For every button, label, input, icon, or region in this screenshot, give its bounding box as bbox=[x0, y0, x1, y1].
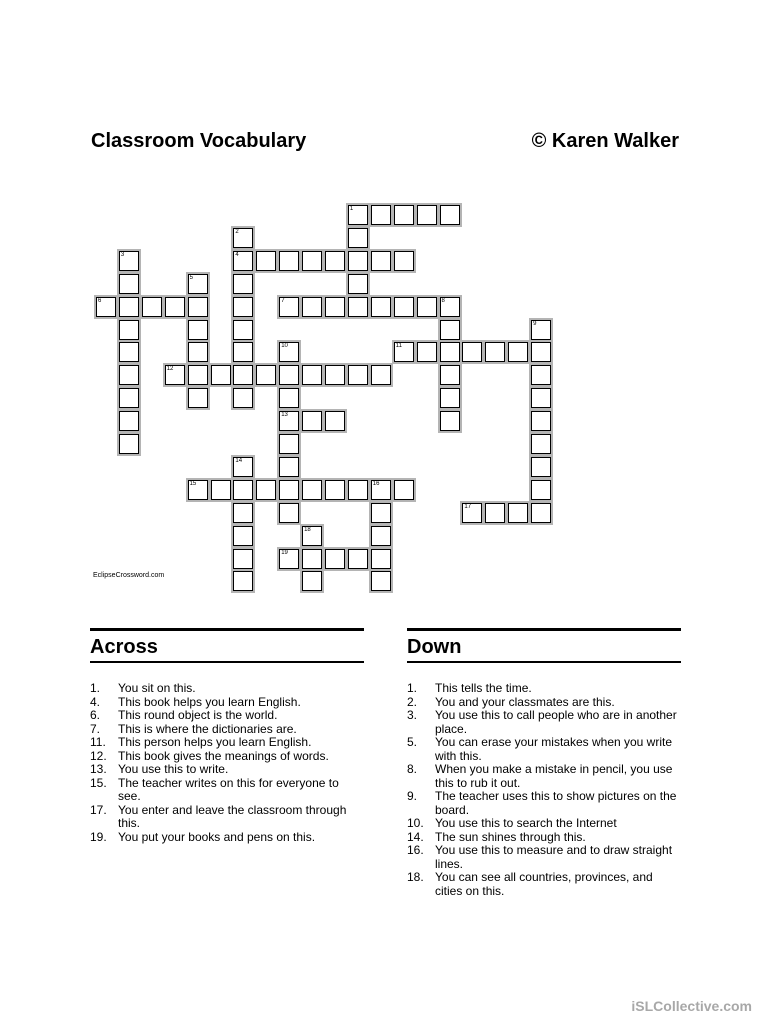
clue-number: 5. bbox=[407, 735, 418, 749]
crossword-cell[interactable] bbox=[440, 297, 460, 317]
crossword-cell[interactable] bbox=[256, 251, 276, 271]
cell-clue-number: 19 bbox=[281, 549, 288, 556]
clue-number: 2. bbox=[407, 694, 418, 709]
crossword-cell[interactable] bbox=[531, 480, 551, 500]
clue-number: 13. bbox=[90, 762, 107, 776]
crossword-cell[interactable] bbox=[279, 480, 299, 500]
crossword-cell[interactable] bbox=[233, 503, 253, 523]
down-clue bbox=[407, 696, 681, 710]
crossword-cell[interactable] bbox=[233, 480, 253, 500]
site-watermark: iSLCollective.com bbox=[631, 998, 752, 1014]
clue-text: You use this to measure and to draw straight lines. bbox=[435, 843, 673, 871]
crossword-cell[interactable] bbox=[417, 342, 437, 362]
crossword-cell[interactable] bbox=[348, 205, 368, 225]
cell-clue-number: 15 bbox=[189, 480, 197, 487]
crossword-cell[interactable] bbox=[302, 526, 322, 546]
crossword-cell[interactable] bbox=[233, 274, 253, 294]
crossword-cell[interactable] bbox=[531, 320, 551, 340]
crossword-cell[interactable] bbox=[371, 251, 391, 271]
crossword-cell[interactable] bbox=[417, 297, 437, 317]
crossword-cell[interactable] bbox=[440, 388, 460, 408]
worksheet-title: Classroom Vocabulary bbox=[91, 130, 307, 152]
crossword-cell[interactable] bbox=[233, 320, 253, 340]
clue-text: You can see all countries, provinces, and cities on this. bbox=[435, 870, 653, 898]
across-clue bbox=[90, 777, 364, 804]
cell-clue-number: 17 bbox=[464, 503, 472, 510]
crossword-cell[interactable] bbox=[302, 365, 322, 385]
crossword-cell[interactable] bbox=[348, 365, 368, 385]
down-clue bbox=[407, 871, 681, 898]
crossword-cell[interactable] bbox=[119, 388, 139, 408]
cell-clue-number: 1 bbox=[349, 206, 354, 212]
crossword-cell[interactable] bbox=[188, 320, 208, 340]
clue-text: You use this to write. bbox=[118, 762, 229, 776]
clue-number: 8. bbox=[407, 762, 418, 776]
crossword-cell[interactable] bbox=[440, 365, 460, 385]
crossword-cell[interactable] bbox=[233, 251, 253, 271]
across-clue-list bbox=[90, 663, 364, 844]
author-credit: © Karen Walker bbox=[531, 130, 679, 152]
crossword-cell[interactable] bbox=[302, 571, 322, 591]
crossword-cell[interactable] bbox=[119, 434, 139, 454]
crossword-cell[interactable] bbox=[325, 549, 345, 569]
clue-number: 14. bbox=[407, 829, 424, 844]
crossword-cell[interactable] bbox=[371, 549, 391, 569]
crossword-cell[interactable] bbox=[531, 434, 551, 454]
crossword-cell[interactable] bbox=[279, 251, 299, 271]
crossword-cell[interactable] bbox=[462, 342, 482, 362]
crossword-cell[interactable] bbox=[279, 503, 299, 523]
clue-number: 18. bbox=[407, 870, 424, 884]
clue-text: The sun shines through this. bbox=[435, 829, 586, 844]
crossword-cell[interactable] bbox=[531, 365, 551, 385]
crossword-cell[interactable] bbox=[119, 274, 139, 294]
crossword-cell[interactable] bbox=[233, 549, 253, 569]
crossword-cell[interactable] bbox=[119, 365, 139, 385]
across-clue bbox=[90, 804, 364, 831]
across-clue bbox=[90, 831, 364, 845]
crossword-cell[interactable] bbox=[371, 480, 391, 500]
crossword-cell[interactable] bbox=[279, 388, 299, 408]
clue-text: This book helps you learn English. bbox=[118, 694, 301, 709]
crossword-cell[interactable] bbox=[233, 297, 253, 317]
clue-text: This round object is the world. bbox=[118, 708, 278, 722]
down-clue bbox=[407, 763, 681, 790]
crossword-cell[interactable] bbox=[394, 251, 414, 271]
crossword-cell[interactable] bbox=[348, 297, 368, 317]
clue-number: 3. bbox=[407, 708, 418, 722]
across-clue bbox=[90, 736, 364, 750]
clue-number: 16. bbox=[407, 843, 424, 857]
down-clue bbox=[407, 709, 681, 736]
crossword-cell[interactable] bbox=[188, 342, 208, 362]
crossword-cell[interactable] bbox=[325, 251, 345, 271]
crossword-cell[interactable] bbox=[531, 457, 551, 477]
crossword-cell[interactable] bbox=[371, 526, 391, 546]
crossword-cell[interactable] bbox=[188, 388, 208, 408]
crossword-cell[interactable] bbox=[233, 365, 253, 385]
crossword-cell[interactable] bbox=[233, 526, 253, 546]
across-heading: Across bbox=[90, 636, 158, 658]
crossword-cell[interactable] bbox=[165, 365, 185, 385]
generator-credit: EclipseCrossword.com bbox=[93, 572, 165, 579]
down-clue bbox=[407, 682, 681, 696]
cell-clue-number: 13 bbox=[281, 412, 288, 419]
down-clue bbox=[407, 817, 681, 831]
crossword-cell[interactable] bbox=[279, 342, 299, 362]
crossword-cell[interactable] bbox=[119, 297, 139, 317]
crossword-cell[interactable] bbox=[188, 365, 208, 385]
down-clue-list bbox=[407, 663, 681, 898]
clue-text: This is where the dictionaries are. bbox=[118, 721, 297, 736]
down-clue bbox=[407, 844, 681, 871]
down-clues-section bbox=[407, 628, 681, 898]
clue-number: 10. bbox=[407, 816, 424, 830]
crossword-cell[interactable] bbox=[440, 411, 460, 431]
clue-text: You sit on this. bbox=[118, 681, 196, 695]
clue-number: 1. bbox=[407, 681, 418, 695]
crossword-cell[interactable] bbox=[302, 480, 322, 500]
clue-number: 9. bbox=[407, 789, 418, 803]
down-clue bbox=[407, 736, 681, 763]
crossword-cell[interactable] bbox=[485, 503, 505, 523]
crossword-cell[interactable] bbox=[165, 297, 185, 317]
crossword-cell[interactable] bbox=[485, 342, 505, 362]
clue-number: 17. bbox=[90, 802, 107, 817]
crossword-cell[interactable] bbox=[371, 571, 391, 591]
clue-number: 19. bbox=[90, 829, 107, 844]
crossword-cell[interactable] bbox=[119, 411, 139, 431]
across-clues-section bbox=[90, 628, 364, 844]
clue-text: You and your classmates are this. bbox=[435, 694, 615, 709]
crossword-cell[interactable] bbox=[440, 205, 460, 225]
cell-clue-number: 6 bbox=[98, 297, 102, 304]
crossword-cell[interactable] bbox=[256, 480, 276, 500]
crossword-cell[interactable] bbox=[256, 365, 276, 385]
crossword-cell[interactable] bbox=[440, 320, 460, 340]
across-clue bbox=[90, 696, 364, 710]
clue-text: When you make a mistake in pencil, you use this to rub it out. bbox=[435, 762, 673, 790]
cell-clue-number: 10 bbox=[281, 343, 288, 350]
down-heading: Down bbox=[407, 636, 462, 658]
crossword-cell[interactable] bbox=[119, 320, 139, 340]
cell-clue-number: 5 bbox=[189, 274, 193, 281]
crossword-cell[interactable] bbox=[325, 411, 345, 431]
crossword-cell[interactable] bbox=[417, 205, 437, 225]
cell-clue-number: 11 bbox=[395, 343, 402, 350]
cell-clue-number: 12 bbox=[166, 366, 174, 373]
crossword-cell[interactable] bbox=[508, 342, 528, 362]
cell-clue-number: 16 bbox=[372, 480, 380, 487]
crossword-cell[interactable] bbox=[279, 365, 299, 385]
crossword-cell[interactable] bbox=[440, 342, 460, 362]
crossword-cell[interactable] bbox=[394, 205, 414, 225]
crossword-cell[interactable] bbox=[279, 297, 299, 317]
crossword-cell[interactable] bbox=[508, 503, 528, 523]
clue-text: This person helps you learn English. bbox=[118, 735, 312, 749]
down-clue bbox=[407, 790, 681, 817]
crossword-cell[interactable] bbox=[233, 457, 253, 477]
clue-number: 15. bbox=[90, 775, 107, 790]
clue-text: You use this to call people who are in another place. bbox=[435, 708, 677, 736]
crossword-cell[interactable] bbox=[119, 251, 139, 271]
crossword-cell[interactable] bbox=[371, 503, 391, 523]
crossword-cell[interactable] bbox=[371, 205, 391, 225]
crossword-cell[interactable] bbox=[348, 274, 368, 294]
crossword-cell[interactable] bbox=[188, 274, 208, 294]
crossword-cell[interactable] bbox=[325, 365, 345, 385]
crossword-cell[interactable] bbox=[279, 434, 299, 454]
crossword-cell[interactable] bbox=[302, 549, 322, 569]
crossword-cell[interactable] bbox=[394, 480, 414, 500]
clue-text: This tells the time. bbox=[435, 681, 532, 695]
crossword-cell[interactable] bbox=[302, 297, 322, 317]
crossword-cell[interactable] bbox=[233, 228, 253, 248]
crossword-cell[interactable] bbox=[233, 571, 253, 591]
crossword-cell[interactable] bbox=[302, 411, 322, 431]
clue-text: You enter and leave the classroom through this. bbox=[118, 802, 347, 830]
crossword-cell[interactable] bbox=[394, 342, 414, 362]
crossword-cell[interactable] bbox=[142, 297, 162, 317]
clue-number: 6. bbox=[90, 708, 101, 722]
cell-clue-number: 2 bbox=[235, 228, 239, 235]
cell-clue-number: 8 bbox=[441, 297, 445, 304]
crossword-cell[interactable] bbox=[394, 297, 414, 317]
across-clue bbox=[90, 682, 364, 696]
crossword-cell[interactable] bbox=[531, 342, 551, 362]
across-clue bbox=[90, 723, 364, 737]
crossword-cell[interactable] bbox=[96, 297, 116, 317]
crossword-cell[interactable] bbox=[462, 503, 482, 523]
clue-text: You use this to search the Internet bbox=[435, 816, 617, 830]
crossword-cell[interactable] bbox=[348, 251, 368, 271]
cell-clue-number: 9 bbox=[533, 320, 537, 327]
crossword-cell[interactable] bbox=[348, 480, 368, 500]
crossword-cell[interactable] bbox=[211, 480, 231, 500]
crossword-cell[interactable] bbox=[279, 411, 299, 431]
clue-text: The teacher writes on this for everyone to see. bbox=[118, 775, 339, 803]
crossword-cell[interactable] bbox=[302, 251, 322, 271]
crossword-cell[interactable] bbox=[325, 297, 345, 317]
crossword-cell[interactable] bbox=[279, 457, 299, 477]
cell-clue-number: 14 bbox=[235, 457, 243, 464]
crossword-cell[interactable] bbox=[348, 549, 368, 569]
clue-text: You put your books and pens on this. bbox=[118, 829, 316, 844]
clue-number: 4. bbox=[90, 694, 101, 709]
down-clue bbox=[407, 831, 681, 845]
clue-number: 11. bbox=[90, 735, 106, 749]
crossword-cell[interactable] bbox=[279, 549, 299, 569]
crossword-cell[interactable] bbox=[233, 342, 253, 362]
crossword-cell[interactable] bbox=[233, 388, 253, 408]
crossword-cell[interactable] bbox=[325, 480, 345, 500]
crossword-cell[interactable] bbox=[119, 342, 139, 362]
cell-clue-number: 7 bbox=[281, 297, 285, 304]
crossword-cell[interactable] bbox=[188, 480, 208, 500]
across-clue bbox=[90, 709, 364, 723]
across-clue bbox=[90, 750, 364, 764]
crossword-cell[interactable] bbox=[531, 411, 551, 431]
clue-number: 7. bbox=[90, 721, 101, 736]
clue-number: 12. bbox=[90, 748, 107, 763]
clue-text: You can erase your mistakes when you write with this. bbox=[435, 735, 673, 763]
crossword-cell[interactable] bbox=[371, 297, 391, 317]
cell-clue-number: 3 bbox=[120, 251, 125, 258]
cell-clue-number: 4 bbox=[235, 251, 239, 258]
clue-text: This book gives the meanings of words. bbox=[118, 748, 329, 763]
crossword-cell[interactable] bbox=[531, 503, 551, 523]
clue-number: 1. bbox=[90, 681, 101, 695]
crossword-cell[interactable] bbox=[211, 365, 231, 385]
across-clue bbox=[90, 763, 364, 777]
crossword-cell[interactable] bbox=[531, 388, 551, 408]
crossword-cell[interactable] bbox=[348, 228, 368, 248]
crossword-cell[interactable] bbox=[188, 297, 208, 317]
cell-clue-number: 18 bbox=[304, 526, 311, 533]
clue-text: The teacher uses this to show pictures on the board. bbox=[435, 789, 677, 817]
crossword-cell[interactable] bbox=[371, 365, 391, 385]
